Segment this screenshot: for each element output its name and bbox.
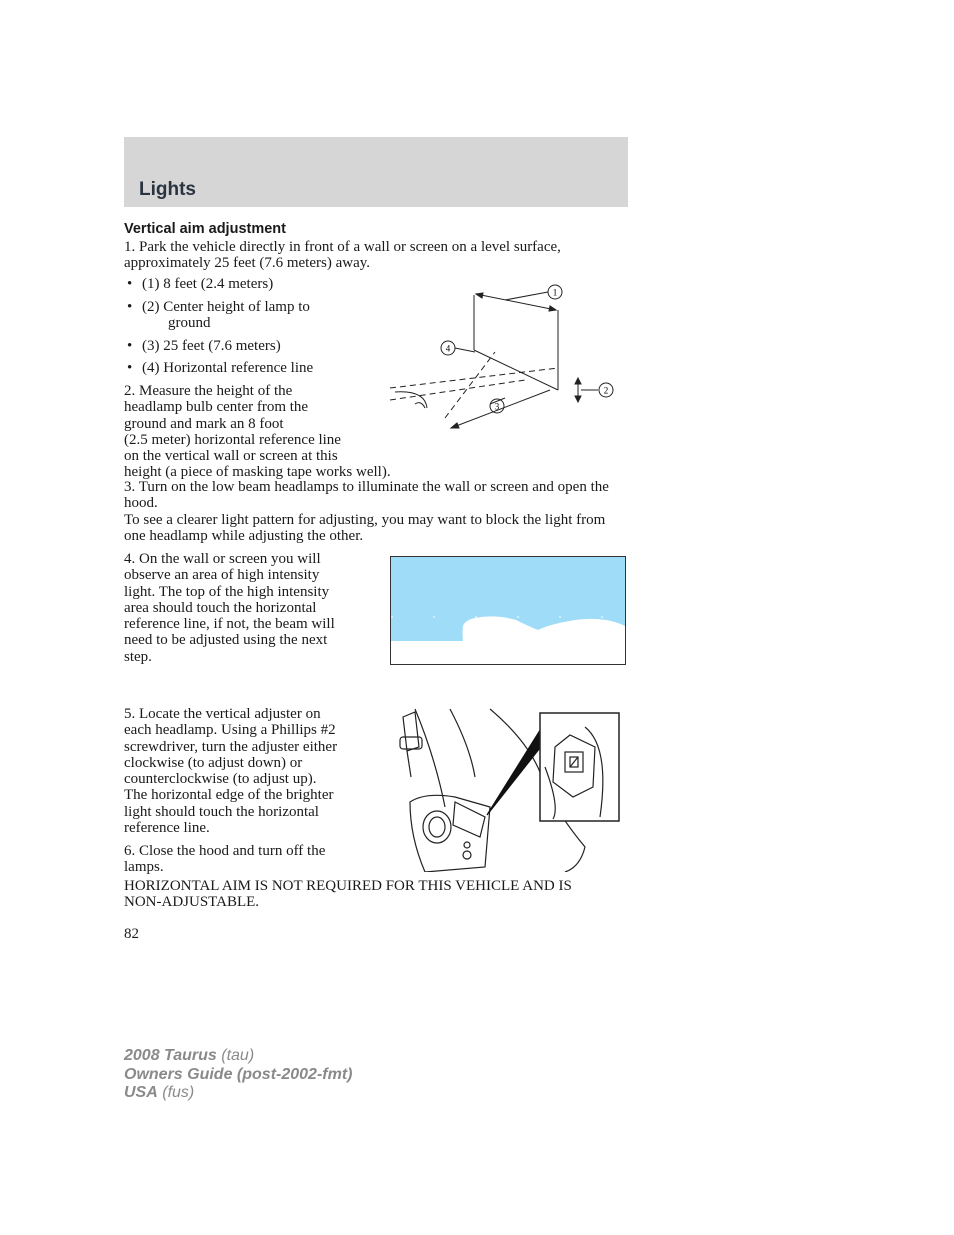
step-1-text: 1. Park the vehicle directly in front of a wall or screen on a level surface, approximately 25 feet (7.6 meters) away.: [124, 239, 561, 272]
document-footer: 2008 Taurus (tau) Owners Guide (post-2002-fmt) USA (fus): [124, 1047, 353, 1101]
callout-3-label: 3: [494, 401, 500, 412]
bullet-icon: •: [127, 299, 133, 315]
bullet-icon: •: [127, 276, 133, 292]
bullet-icon: •: [127, 338, 133, 354]
adjuster-zoom-box: [540, 713, 619, 821]
step-3-text: 3. Turn on the low beam headlamps to illuminate the wall or screen and open the hood.: [124, 479, 609, 512]
subsection-heading: Vertical aim adjustment: [124, 221, 286, 237]
eight-foot-arrow: [476, 294, 556, 310]
list-item-label-cont: ground: [168, 315, 211, 332]
callout-1-label: 1: [552, 287, 558, 298]
headlamp-adjuster-illustration: [395, 707, 625, 872]
horizontal-reference-line: [474, 350, 558, 390]
list-item-label: (2) Center height of lamp to: [142, 299, 310, 315]
section-header-band: [124, 137, 628, 207]
aim-measurement-diagram: [385, 280, 630, 435]
step-4-text: 4. On the wall or screen you will observe an area of high intensity light. The top of the high intensity area should touch the horizontal reference line, if not, the beam will need to be adjusted using the next step.: [124, 551, 335, 665]
step-2-text: 2. Measure the height of the headlamp bulb center from the ground and mark an 8 foot (2.5 meter) horizontal reference line on the vertical wall or screen at this height (a piece of masking tape works well).: [124, 383, 391, 481]
horizontal-aim-notice: HORIZONTAL AIM IS NOT REQUIRED FOR THIS VEHICLE AND IS NON-ADJUSTABLE.: [124, 878, 572, 911]
callout-4-label: 4: [445, 343, 451, 354]
twenty-five-foot-arrow: [451, 390, 550, 428]
bullet-icon: •: [127, 360, 133, 376]
step-6-text: 6. Close the hood and turn off the lamps.: [124, 843, 326, 876]
page-number: 82: [124, 926, 139, 942]
step-3-note: To see a clearer light pattern for adjusting, you may want to block the light from one headlamp while adjusting the other.: [124, 512, 606, 545]
section-title: Lights: [139, 179, 196, 200]
beam-pattern-illustration: [390, 556, 626, 665]
callout-2-label: 2: [603, 385, 609, 396]
step-5-text: 5. Locate the vertical adjuster on each headlamp. Using a Phillips #2 screwdriver, turn the adjuster either clockwise (to adjust down) or counterclockwise (to adjust up). The horizontal edge of the brighter light should touch the horizontal reference line.: [124, 706, 338, 837]
